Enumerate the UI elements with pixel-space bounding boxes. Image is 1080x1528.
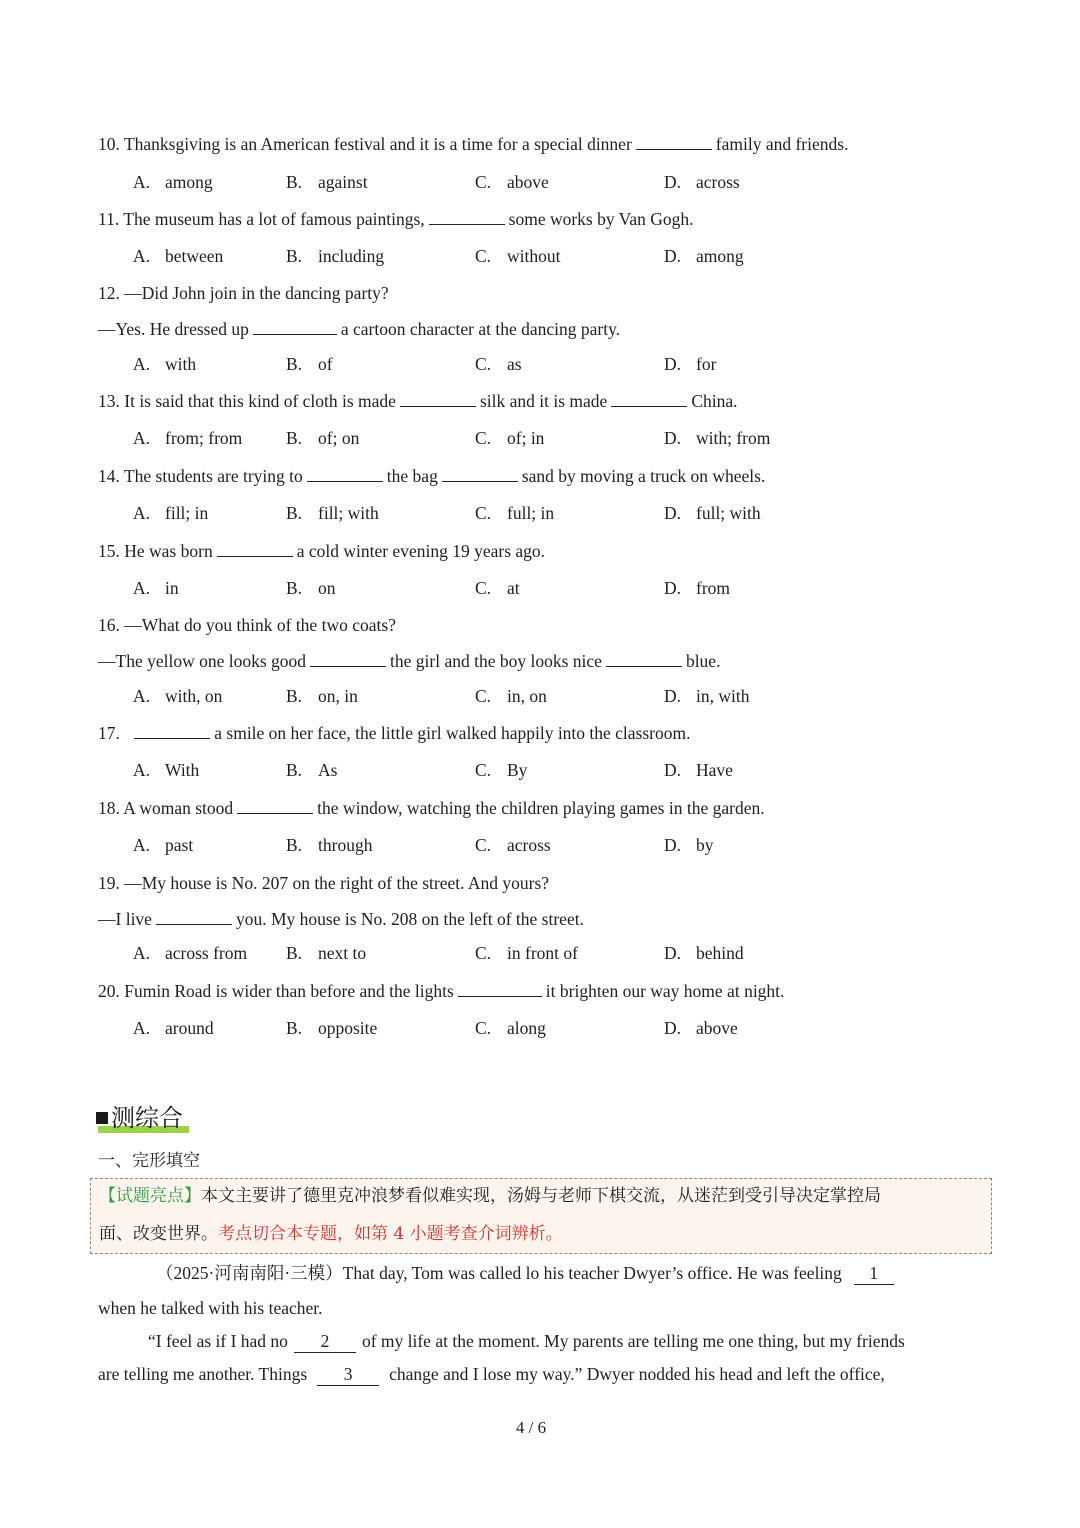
highlight-text: 本文主要讲了德里克冲浪梦看似难实现，汤姆与老师下棋交流，从迷茫到受引导决定掌控局 — [201, 1186, 881, 1206]
option-d: D. in, with — [664, 686, 750, 706]
option-c: C. above — [475, 172, 549, 192]
option-b: B. of; on — [286, 428, 360, 448]
option-b: B. on — [286, 578, 336, 598]
question-12-reply — [98, 318, 620, 340]
answer-blank — [429, 208, 505, 225]
option-c: C. full; in — [475, 503, 555, 523]
question-number: 14. — [98, 466, 120, 486]
question-10 — [98, 133, 848, 155]
option-a: A. from; from — [133, 428, 243, 448]
passage-line-2: when he talked with his teacher. — [98, 1298, 323, 1318]
question-text: —The yellow one looks good — [98, 651, 307, 671]
option-d: D. full; with — [664, 503, 761, 523]
passage-line-1 — [156, 1262, 900, 1285]
question-text: a cartoon character at the dancing party. — [340, 319, 621, 339]
question-text: —Yes. He dressed up — [98, 319, 249, 339]
answer-blank — [156, 908, 232, 925]
section-subtitle: 一、完形填空 — [98, 1151, 200, 1171]
highlight-tag: 【试题亮点】 — [99, 1186, 201, 1206]
numbered-blank: 3 — [317, 1363, 379, 1386]
option-c: C. in front of — [475, 943, 578, 963]
passage-text: change and I lose my way.” Dwyer nodded his head and left the office, — [389, 1364, 885, 1384]
question-number: 10. — [98, 134, 120, 154]
numbered-blank: 1 — [854, 1262, 894, 1285]
passage-text: （2025·河南南阳·三模）That day, Tom was called lo his teacher Dwyer’s office. He was feeling — [156, 1263, 842, 1283]
option-a: A. around — [133, 1018, 214, 1038]
option-d: D. with; from — [664, 428, 771, 448]
option-c: C. along — [475, 1018, 546, 1038]
question-16 — [98, 614, 396, 636]
question-13 — [98, 390, 738, 412]
question-text: The museum has a lot of famous paintings, — [123, 209, 425, 229]
option-c: C. of; in — [475, 428, 545, 448]
passage-line-4 — [98, 1363, 885, 1386]
question-18 — [98, 797, 765, 819]
question-11 — [98, 208, 694, 230]
option-d: D. above — [664, 1018, 738, 1038]
option-b: B. including — [286, 246, 385, 266]
option-d: D. behind — [664, 943, 744, 963]
question-text: The students are trying to — [123, 466, 303, 486]
answer-blank — [253, 318, 337, 335]
highlight-line-1 — [99, 1185, 881, 1207]
option-b: B. on, in — [286, 686, 358, 706]
question-number: 18. — [98, 798, 120, 818]
answer-blank — [442, 465, 518, 482]
option-c: C. at — [475, 578, 520, 598]
answer-blank — [400, 390, 476, 407]
square-bullet-icon — [96, 1112, 108, 1124]
question-text: it brighten our way home at night. — [545, 981, 785, 1001]
question-text: sand by moving a truck on wheels. — [521, 466, 766, 486]
question-15 — [98, 540, 545, 562]
answer-blank — [611, 390, 687, 407]
option-d: D. among — [664, 246, 744, 266]
section-heading — [96, 1098, 183, 1133]
question-text: A woman stood — [123, 798, 234, 818]
passage-text: of my life at the moment. My parents are telling me one thing, but my friends — [361, 1331, 905, 1351]
option-b: B. through — [286, 835, 373, 855]
passage-line-3 — [148, 1330, 905, 1353]
option-b: B. against — [286, 172, 368, 192]
option-a: A. past — [133, 835, 194, 855]
option-b: B. next to — [286, 943, 367, 963]
answer-blank — [237, 797, 313, 814]
question-text: a cold winter evening 19 years ago. — [296, 541, 546, 561]
highlight-line-2 — [99, 1223, 563, 1245]
question-text: a smile on her face, the little girl walked happily into the classroom. — [214, 723, 691, 743]
section-title: 测综合 — [111, 1104, 183, 1132]
option-d: D. across — [664, 172, 740, 192]
answer-blank — [606, 650, 682, 667]
highlight-key-point: 考点切合本专题，如第 4 小题考查介词辨析。 — [218, 1224, 563, 1244]
option-c: C. without — [475, 246, 561, 266]
question-text: you. My house is No. 208 on the left of the street. — [235, 909, 584, 929]
question-text: Fumin Road is wider than before and the lights — [124, 981, 454, 1001]
question-text: —My house is No. 207 on the right of the street. And yours? — [124, 873, 550, 893]
question-17 — [98, 722, 691, 744]
numbered-blank: 2 — [294, 1330, 356, 1353]
answer-blank — [636, 133, 712, 150]
option-d: D. by — [664, 835, 714, 855]
option-d: D. Have — [664, 760, 733, 780]
answer-blank — [458, 980, 542, 997]
option-d: D. from — [664, 578, 731, 598]
question-number: 17. — [98, 723, 120, 743]
question-number: 11. — [98, 209, 120, 229]
question-text: family and friends. — [715, 134, 849, 154]
page-number: 4 / 6 — [515, 1418, 547, 1437]
question-text: Thanksgiving is an American festival and it is a time for a special dinner — [123, 134, 632, 154]
option-a: A. with — [133, 354, 197, 374]
question-19 — [98, 872, 549, 894]
option-d: D. for — [664, 354, 717, 374]
question-text: —I live — [98, 909, 152, 929]
question-text: —What do you think of the two coats? — [124, 615, 396, 635]
option-a: A. in — [133, 578, 179, 598]
question-number: 19. — [98, 873, 120, 893]
option-c: C. By — [475, 760, 528, 780]
question-12 — [98, 282, 389, 304]
option-b: B. As — [286, 760, 338, 780]
question-text: He was born — [124, 541, 213, 561]
question-number: 13. — [98, 391, 120, 411]
option-a: A. across from — [133, 943, 248, 963]
question-text: China. — [691, 391, 738, 411]
question-text: the girl and the boy looks nice — [390, 651, 602, 671]
option-c: C. across — [475, 835, 551, 855]
answer-blank — [310, 650, 386, 667]
question-number: 15. — [98, 541, 120, 561]
passage-text: “I feel as if I had no — [148, 1331, 288, 1351]
answer-blank — [307, 465, 383, 482]
option-c: C. in, on — [475, 686, 547, 706]
option-a: A. fill; in — [133, 503, 209, 523]
passage-text: are telling me another. Things — [98, 1364, 308, 1384]
question-text: silk and it is made — [479, 391, 608, 411]
question-number: 20. — [98, 981, 120, 1001]
question-20 — [98, 980, 784, 1002]
question-19-reply — [98, 908, 584, 930]
question-number: 16. — [98, 615, 120, 635]
question-text: the window, watching the children playing games in the garden. — [317, 798, 765, 818]
question-14 — [98, 465, 765, 487]
option-a: A. With — [133, 760, 200, 780]
option-c: C. as — [475, 354, 522, 374]
highlight-text: 面、改变世界。 — [99, 1224, 218, 1244]
option-a: A. between — [133, 246, 224, 266]
option-a: A. with, on — [133, 686, 223, 706]
question-16-reply — [98, 650, 720, 672]
option-b: B. of — [286, 354, 333, 374]
question-number: 12. — [98, 283, 120, 303]
option-b: B. opposite — [286, 1018, 378, 1038]
question-text: It is said that this kind of cloth is made — [124, 391, 396, 411]
answer-blank — [217, 540, 293, 557]
question-text: the bag — [386, 466, 438, 486]
answer-blank — [134, 722, 210, 739]
highlight-box — [90, 1178, 992, 1254]
question-text: blue. — [685, 651, 721, 671]
option-b: B. fill; with — [286, 503, 379, 523]
question-text: some works by Van Gogh. — [508, 209, 694, 229]
question-text: —Did John join in the dancing party? — [124, 283, 389, 303]
option-a: A. among — [133, 172, 213, 192]
